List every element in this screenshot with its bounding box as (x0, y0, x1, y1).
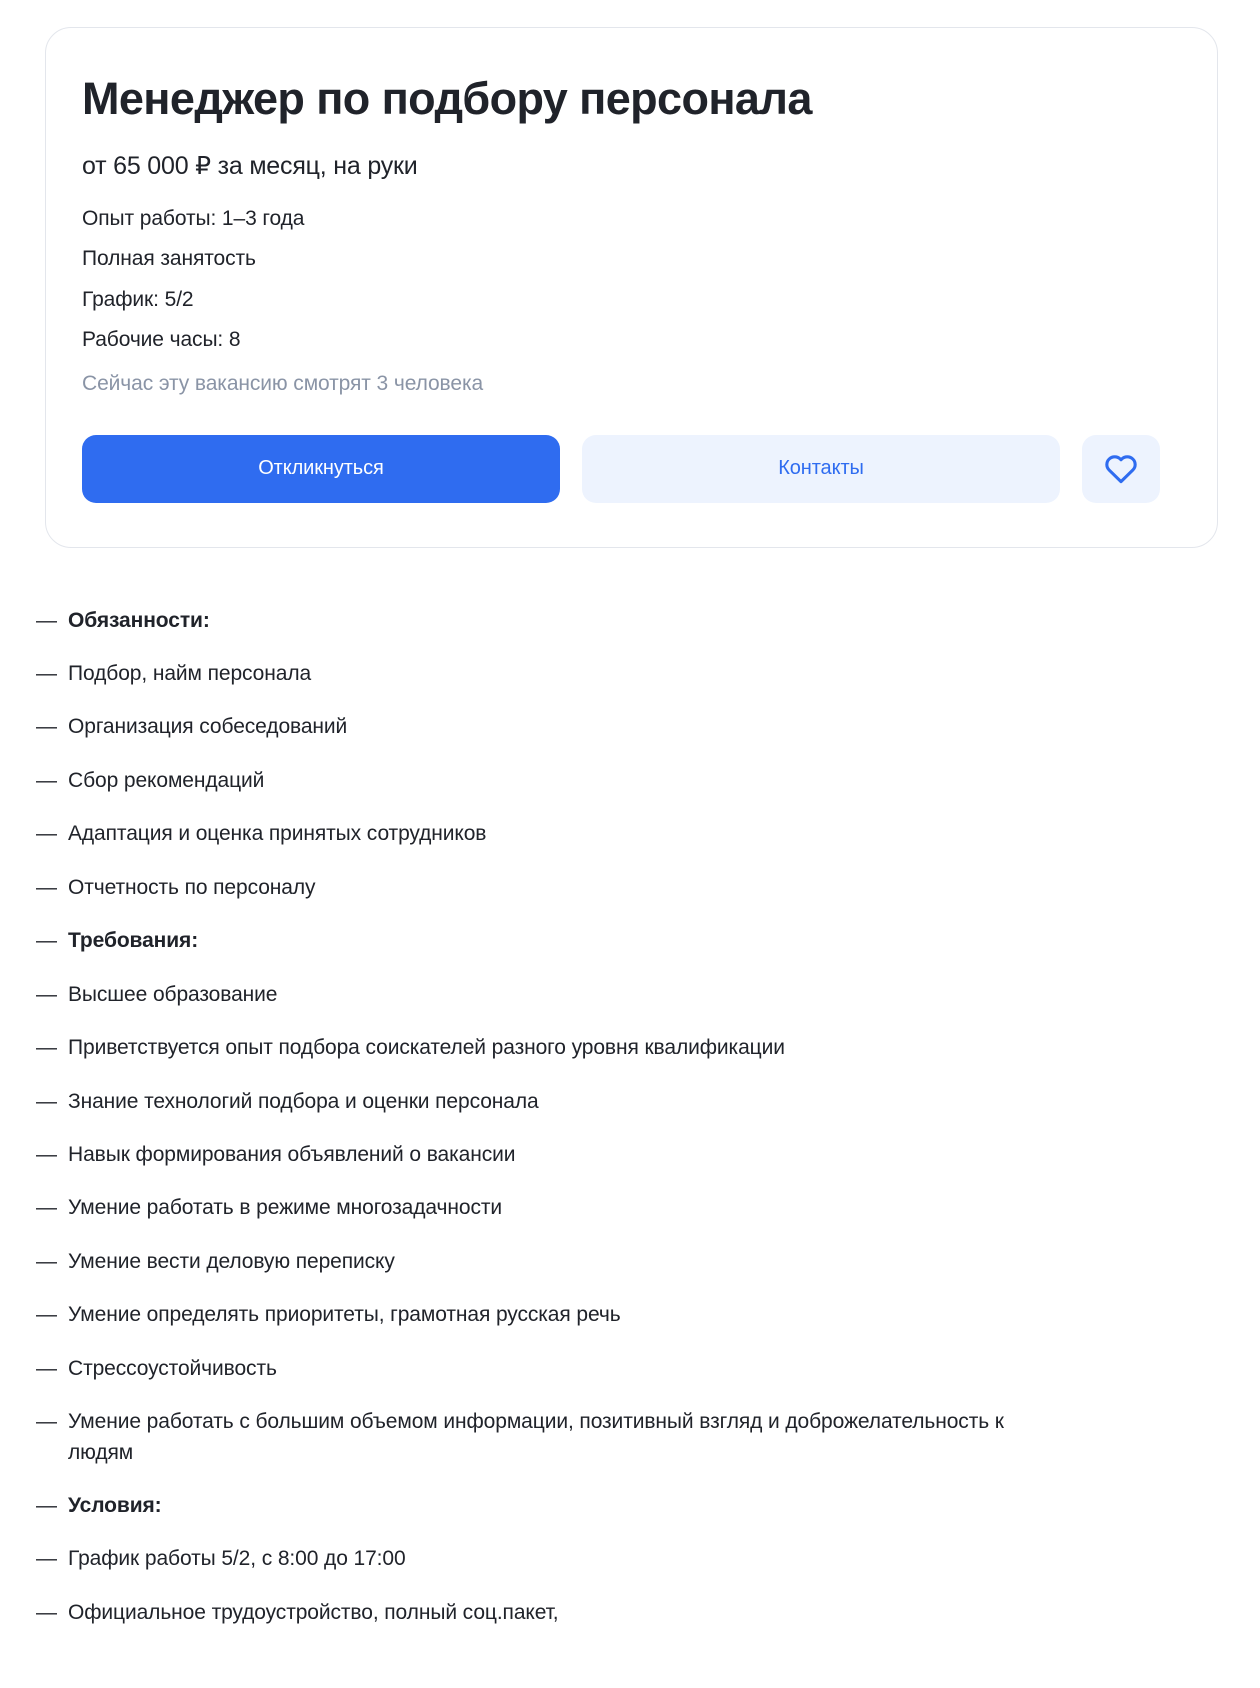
bullet-dash: — (36, 929, 57, 953)
description-text: Подбор, найм персонала (68, 662, 312, 686)
contacts-button[interactable]: Контакты (582, 435, 1060, 503)
bullet-dash: — (36, 768, 57, 792)
bullet-dash: — (36, 1036, 57, 1060)
bullet-dash: — (36, 1142, 57, 1166)
vacancy-description (0, 606, 1260, 1688)
description-list-item (36, 873, 1218, 903)
meta-employment: Полная занятость (82, 247, 256, 271)
bullet-dash: — (36, 715, 57, 739)
description-text: Организация собеседований (68, 715, 348, 739)
description-list-item (36, 819, 1218, 849)
description-text: Отчетность по персоналу (68, 875, 316, 899)
heart-icon (1104, 453, 1138, 484)
apply-button[interactable]: Откликнуться (82, 435, 560, 503)
description-text: Умение работать в режиме многозадачности (68, 1196, 502, 1220)
description-list-item (36, 1087, 1218, 1117)
description-list-item (36, 1247, 1218, 1277)
description-list-item (36, 1407, 1218, 1468)
bullet-dash: — (36, 875, 57, 899)
vacancy-meta-list (82, 205, 1169, 354)
action-buttons (82, 435, 1169, 503)
description-section-heading (36, 1491, 1218, 1521)
description-text: Умение вести деловую переписку (68, 1249, 395, 1273)
description-text: Условия: (68, 1494, 162, 1518)
bullet-dash: — (36, 662, 57, 686)
bullet-dash: — (36, 1196, 57, 1220)
description-list-item (36, 1598, 1218, 1628)
description-text: Официальное трудоустройство, полный соц.пакет, (68, 1600, 559, 1624)
meta-working-hours: Рабочие часы: 8 (82, 327, 241, 351)
bullet-dash: — (36, 1356, 57, 1380)
description-list-item (36, 1033, 1218, 1063)
description-section-heading (36, 926, 1218, 956)
description-text: Знание технологий подбора и оценки персонала (68, 1089, 539, 1113)
description-list-item (36, 1300, 1218, 1330)
description-list-item (36, 980, 1218, 1010)
description-list-item (36, 1193, 1218, 1223)
bullet-dash: — (36, 982, 57, 1006)
description-section-heading (36, 606, 1218, 636)
description-list-item (36, 766, 1218, 796)
description-text: Адаптация и оценка принятых сотрудников (68, 822, 487, 846)
description-text: Умение работать с большим объемом информации, позитивный взгляд и доброжелательность к людям (68, 1410, 1004, 1464)
bullet-dash: — (36, 608, 57, 632)
description-list-item (36, 712, 1218, 742)
description-text: Стрессоустойчивость (68, 1356, 277, 1380)
description-text: График работы 5/2, с 8:00 до 17:00 (68, 1547, 406, 1571)
bullet-dash: — (36, 1547, 57, 1571)
bullet-dash: — (36, 822, 57, 846)
description-text: Обязанности: (68, 608, 210, 632)
bullet-dash: — (36, 1410, 57, 1434)
description-text: Сбор рекомендаций (68, 768, 265, 792)
description-text: Требования: (68, 929, 199, 953)
bullet-dash: — (36, 1089, 57, 1113)
description-text: Высшее образование (68, 982, 278, 1006)
description-text: Навык формирования объявлений о вакансии (68, 1142, 516, 1166)
meta-experience: Опыт работы: 1–3 года (82, 206, 305, 230)
salary-text: от 65 000 ₽ за месяц, на руки (82, 152, 418, 181)
viewers-count: Сейчас эту вакансию смотрят 3 человека (82, 372, 484, 396)
description-text: Приветствуется опыт подбора соискателей разного уровня квалификации (68, 1036, 785, 1060)
page-title: Менеджер по подбору персонала (82, 73, 812, 124)
vacancy-card (45, 27, 1218, 548)
bullet-dash: — (36, 1303, 57, 1327)
description-text: Умение определять приоритеты, грамотная русская речь (68, 1303, 621, 1327)
description-list-item (36, 1354, 1218, 1384)
description-list-item (36, 1140, 1218, 1170)
bullet-dash: — (36, 1600, 57, 1624)
description-list-item (36, 659, 1218, 689)
bullet-dash: — (36, 1249, 57, 1273)
meta-schedule: График: 5/2 (82, 287, 194, 311)
favorite-button[interactable] (1082, 435, 1160, 503)
bullet-dash: — (36, 1494, 57, 1518)
description-list-item (36, 1544, 1218, 1574)
